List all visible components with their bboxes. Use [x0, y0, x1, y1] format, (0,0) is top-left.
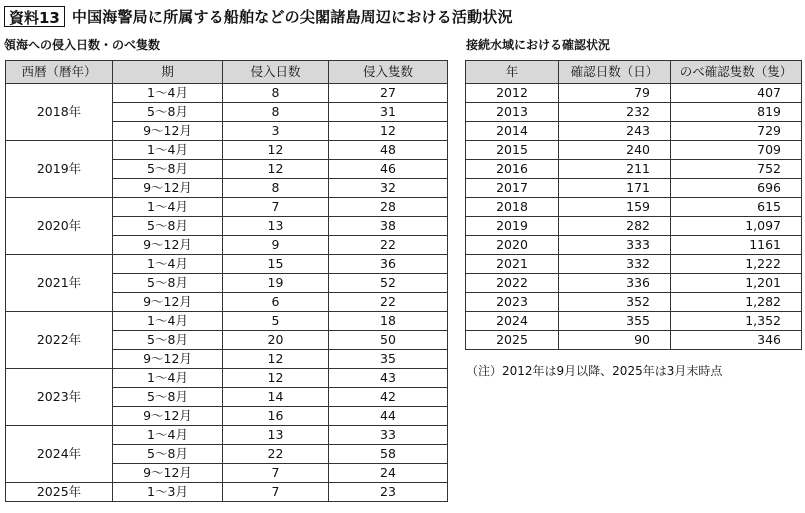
- intrusion-days-cell: 15: [223, 255, 329, 274]
- period-cell: 1～3月: [113, 483, 223, 502]
- intrusion-days-cell: 19: [223, 274, 329, 293]
- table-header-row: [6, 61, 448, 84]
- intrusion-ships-cell: 22: [329, 293, 448, 312]
- confirmed-ships-cell: 752: [671, 160, 802, 179]
- intrusion-days-cell: 12: [223, 369, 329, 388]
- column-header: 侵入日数: [223, 61, 329, 84]
- confirmed-days-cell: 211: [559, 160, 671, 179]
- table-row: [466, 293, 802, 312]
- period-cell: 5～8月: [113, 103, 223, 122]
- confirmed-ships-cell: 1,222: [671, 255, 802, 274]
- confirmed-ships-cell: 819: [671, 103, 802, 122]
- column-header: 年: [466, 61, 559, 84]
- intrusion-days-cell: 8: [223, 84, 329, 103]
- intrusion-ships-cell: 27: [329, 84, 448, 103]
- intrusion-ships-cell: 24: [329, 464, 448, 483]
- column-header: 侵入隻数: [329, 61, 448, 84]
- period-cell: 9～12月: [113, 350, 223, 369]
- period-cell: 1～4月: [113, 426, 223, 445]
- table-row: [466, 122, 802, 141]
- confirmed-ships-cell: 1,201: [671, 274, 802, 293]
- confirmed-days-cell: 240: [559, 141, 671, 160]
- period-cell: 9～12月: [113, 407, 223, 426]
- intrusion-days-cell: 12: [223, 160, 329, 179]
- intrusion-days-cell: 20: [223, 331, 329, 350]
- table-row: [6, 312, 448, 331]
- intrusion-ships-cell: 42: [329, 388, 448, 407]
- period-cell: 5～8月: [113, 160, 223, 179]
- period-cell: 9～12月: [113, 179, 223, 198]
- year-cell: 2015: [466, 141, 559, 160]
- year-cell: 2020: [466, 236, 559, 255]
- table-row: [6, 198, 448, 217]
- confirmed-days-cell: 355: [559, 312, 671, 331]
- confirmed-days-cell: 243: [559, 122, 671, 141]
- confirmed-ships-cell: 407: [671, 84, 802, 103]
- intrusion-days-cell: 16: [223, 407, 329, 426]
- intrusion-ships-cell: 12: [329, 122, 448, 141]
- intrusion-ships-cell: 28: [329, 198, 448, 217]
- intrusion-days-cell: 14: [223, 388, 329, 407]
- table-row: [466, 84, 802, 103]
- period-cell: 9～12月: [113, 236, 223, 255]
- intrusion-ships-cell: 23: [329, 483, 448, 502]
- year-cell: 2021: [466, 255, 559, 274]
- table-row: [6, 483, 448, 502]
- intrusion-ships-cell: 38: [329, 217, 448, 236]
- confirmed-days-cell: 90: [559, 331, 671, 350]
- confirmed-ships-cell: 729: [671, 122, 802, 141]
- period-cell: 9～12月: [113, 293, 223, 312]
- confirmed-ships-cell: 1,352: [671, 312, 802, 331]
- year-cell: 2025年: [6, 483, 113, 502]
- year-cell: 2021年: [6, 255, 113, 312]
- confirmed-ships-cell: 709: [671, 141, 802, 160]
- intrusion-table: [5, 60, 448, 502]
- right-table-subtitle: 接続水域における確認状況: [466, 38, 611, 52]
- intrusion-ships-cell: 48: [329, 141, 448, 160]
- year-cell: 2014: [466, 122, 559, 141]
- intrusion-ships-cell: 44: [329, 407, 448, 426]
- confirmed-ships-cell: 1,097: [671, 217, 802, 236]
- year-cell: 2018年: [6, 84, 113, 141]
- intrusion-days-cell: 9: [223, 236, 329, 255]
- period-cell: 5～8月: [113, 217, 223, 236]
- intrusion-days-cell: 13: [223, 217, 329, 236]
- intrusion-days-cell: 8: [223, 103, 329, 122]
- confirmed-ships-cell: 1,282: [671, 293, 802, 312]
- intrusion-ships-cell: 18: [329, 312, 448, 331]
- table-row: [466, 331, 802, 350]
- intrusion-ships-cell: 58: [329, 445, 448, 464]
- contiguous-zone-table: [465, 60, 802, 350]
- intrusion-days-cell: 7: [223, 483, 329, 502]
- confirmed-days-cell: 352: [559, 293, 671, 312]
- table-row: [6, 369, 448, 388]
- intrusion-days-cell: 5: [223, 312, 329, 331]
- confirmed-ships-cell: 1161: [671, 236, 802, 255]
- year-cell: 2019: [466, 217, 559, 236]
- column-header: 期: [113, 61, 223, 84]
- intrusion-days-cell: 13: [223, 426, 329, 445]
- period-cell: 1～4月: [113, 255, 223, 274]
- period-cell: 5～8月: [113, 274, 223, 293]
- period-cell: 1～4月: [113, 84, 223, 103]
- column-header: のべ確認隻数（隻）: [671, 61, 802, 84]
- year-cell: 2016: [466, 160, 559, 179]
- year-cell: 2022: [466, 274, 559, 293]
- table-row: [466, 312, 802, 331]
- intrusion-ships-cell: 32: [329, 179, 448, 198]
- intrusion-ships-cell: 36: [329, 255, 448, 274]
- intrusion-ships-cell: 46: [329, 160, 448, 179]
- document-badge: 資料13: [4, 6, 65, 27]
- table-row: [466, 141, 802, 160]
- intrusion-days-cell: 12: [223, 141, 329, 160]
- confirmed-ships-cell: 615: [671, 198, 802, 217]
- table-row: [466, 198, 802, 217]
- year-cell: 2017: [466, 179, 559, 198]
- confirmed-days-cell: 333: [559, 236, 671, 255]
- table-row: [466, 160, 802, 179]
- year-cell: 2024年: [6, 426, 113, 483]
- intrusion-days-cell: 6: [223, 293, 329, 312]
- confirmed-ships-cell: 346: [671, 331, 802, 350]
- table-row: [6, 141, 448, 160]
- intrusion-days-cell: 3: [223, 122, 329, 141]
- left-table-subtitle: 領海への侵入日数・のべ隻数: [4, 38, 161, 52]
- intrusion-ships-cell: 22: [329, 236, 448, 255]
- year-cell: 2020年: [6, 198, 113, 255]
- year-cell: 2022年: [6, 312, 113, 369]
- confirmed-days-cell: 336: [559, 274, 671, 293]
- period-cell: 5～8月: [113, 331, 223, 350]
- table-row: [466, 274, 802, 293]
- year-cell: 2023: [466, 293, 559, 312]
- table-row: [6, 84, 448, 103]
- year-cell: 2019年: [6, 141, 113, 198]
- table-row: [6, 426, 448, 445]
- intrusion-days-cell: 7: [223, 464, 329, 483]
- table-header-row: [466, 61, 802, 84]
- intrusion-days-cell: 7: [223, 198, 329, 217]
- intrusion-ships-cell: 52: [329, 274, 448, 293]
- intrusion-ships-cell: 35: [329, 350, 448, 369]
- period-cell: 1～4月: [113, 198, 223, 217]
- confirmed-days-cell: 232: [559, 103, 671, 122]
- period-cell: 1～4月: [113, 369, 223, 388]
- header: [4, 4, 513, 28]
- year-cell: 2025: [466, 331, 559, 350]
- confirmed-days-cell: 171: [559, 179, 671, 198]
- year-cell: 2024: [466, 312, 559, 331]
- year-cell: 2013: [466, 103, 559, 122]
- intrusion-days-cell: 8: [223, 179, 329, 198]
- year-cell: 2012: [466, 84, 559, 103]
- intrusion-ships-cell: 50: [329, 331, 448, 350]
- intrusion-ships-cell: 33: [329, 426, 448, 445]
- table-row: [466, 255, 802, 274]
- table-row: [466, 217, 802, 236]
- period-cell: 1～4月: [113, 141, 223, 160]
- period-cell: 1～4月: [113, 312, 223, 331]
- year-cell: 2023年: [6, 369, 113, 426]
- period-cell: 5～8月: [113, 388, 223, 407]
- column-header: 確認日数（日）: [559, 61, 671, 84]
- year-cell: 2018: [466, 198, 559, 217]
- intrusion-days-cell: 12: [223, 350, 329, 369]
- period-cell: 9～12月: [113, 122, 223, 141]
- confirmed-days-cell: 332: [559, 255, 671, 274]
- confirmed-days-cell: 159: [559, 198, 671, 217]
- intrusion-ships-cell: 31: [329, 103, 448, 122]
- period-cell: 9～12月: [113, 464, 223, 483]
- confirmed-days-cell: 282: [559, 217, 671, 236]
- footnote: （注）2012年は9月以降、2025年は3月末時点: [466, 364, 723, 378]
- table-row: [466, 236, 802, 255]
- confirmed-days-cell: 79: [559, 84, 671, 103]
- intrusion-days-cell: 22: [223, 445, 329, 464]
- table-row: [466, 179, 802, 198]
- confirmed-ships-cell: 696: [671, 179, 802, 198]
- column-header: 西暦（暦年）: [6, 61, 113, 84]
- table-row: [466, 103, 802, 122]
- page-title: 中国海警局に所属する船舶などの尖閣諸島周辺における活動状況: [71, 7, 513, 26]
- period-cell: 5～8月: [113, 445, 223, 464]
- intrusion-ships-cell: 43: [329, 369, 448, 388]
- table-row: [6, 255, 448, 274]
